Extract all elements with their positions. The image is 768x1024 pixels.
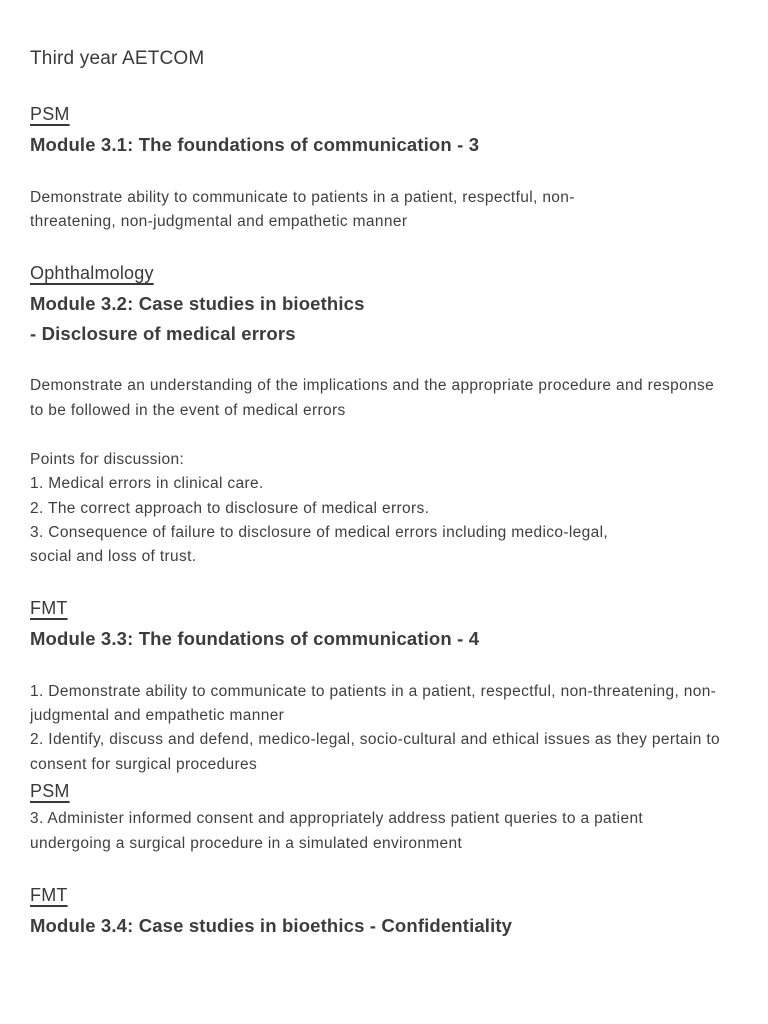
module-3-3-objective-1-line-1: 1. Demonstrate ability to communicate to patients in a patient, respectful, non-threatening, non- (30, 683, 717, 700)
module-heading-3-4: Module 3.4: Case studies in bioethics - Confidentiality (30, 915, 513, 936)
discussion-point-3-line-2: social and loss of trust. (30, 548, 197, 565)
module-heading-3-1: Module 3.1: The foundations of communication - 3 (30, 134, 480, 155)
module-heading-3-2-line-2: - Disclosure of medical errors (30, 323, 296, 344)
module-3-3-objective-2-line-1: 2. Identify, discuss and defend, medico-legal, socio-cultural and ethical issues as they pertain to (30, 731, 721, 748)
discussion-point-2: 2. The correct approach to disclosure of medical errors. (30, 500, 430, 517)
module-3-1-description-line-1: Demonstrate ability to communicate to patients in a patient, respectful, non- (30, 189, 575, 206)
module-3-3-objective-3-line-2: undergoing a surgical procedure in a simulated environment (30, 835, 463, 852)
subject-heading-fmt-2: FMT (30, 885, 68, 905)
module-3-2-description-line-1: Demonstrate an understanding of the implications and the appropriate procedure and response (30, 377, 715, 394)
subject-heading-psm: PSM (30, 104, 70, 124)
module-3-2-description-line-2: to be followed in the event of medical errors (30, 402, 346, 419)
module-heading-3-2-line-1: Module 3.2: Case studies in bioethics (30, 293, 365, 314)
discussion-point-3-line-1: 3. Consequence of failure to disclosure of medical errors including medico-legal, (30, 524, 609, 541)
subject-heading-fmt: FMT (30, 598, 68, 618)
module-heading-3-3: Module 3.3: The foundations of communication - 4 (30, 628, 480, 649)
module-3-3-objective-2-line-2: consent for surgical procedures (30, 756, 258, 773)
module-3-3-objective-1-line-2: judgmental and empathetic manner (30, 707, 285, 724)
module-3-3-objective-3-line-1: 3. Administer informed consent and appropriately address patient queries to a patient (30, 810, 644, 827)
page-title: Third year AETCOM (30, 48, 205, 69)
discussion-point-1: 1. Medical errors in clinical care. (30, 475, 264, 492)
subject-heading-ophthalmology: Ophthalmology (30, 263, 154, 283)
discussion-heading: Points for discussion: (30, 451, 185, 468)
subject-heading-psm-2: PSM (30, 781, 70, 801)
module-3-1-description-line-2: threatening, non-judgmental and empathetic manner (30, 213, 408, 230)
